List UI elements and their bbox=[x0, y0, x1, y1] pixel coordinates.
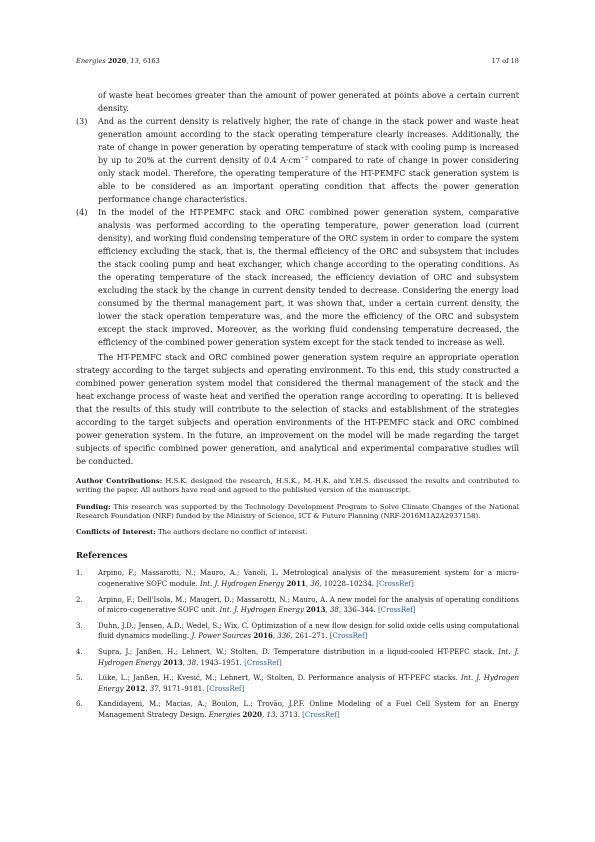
reference-journal: Int. J. Hydrogen Energy bbox=[199, 580, 285, 589]
reference-pages: , 9171–9181. bbox=[158, 684, 207, 693]
reference-text: Duhn, J.D.; Jensen, A.D.; Wedel, S.; Wix, C. Optimization of a new flow design for solid oxide cells using computational fluid dynamics modelling. bbox=[98, 621, 519, 641]
author-contributions: Author Contributions: H.S.K. designed the research, H.S.K., M.-H.K. and Y.H.S. discussed the results and contributed to writing the paper. All authors have read and agreed to the published version of the manuscript. bbox=[76, 477, 519, 495]
conflicts-statement: Conflicts of Interest: The authors declare no conflict of interest. bbox=[76, 528, 308, 537]
reference-text: Arpino, F.; Dell'Isola, M.; Maugeri, D.; Massarotti, N.; Mauro, A. A new model for the analysis of operating conditions of micro-cogenerative SOFC unit. bbox=[98, 595, 519, 615]
crossref-link[interactable]: [CrossRef] bbox=[378, 606, 416, 615]
journal-volume: 13 bbox=[130, 57, 139, 65]
reference-volume: 36 bbox=[310, 580, 320, 589]
journal-name: Energies bbox=[76, 57, 106, 65]
reference-number: 2. bbox=[76, 595, 83, 604]
reference-number: 4. bbox=[76, 647, 83, 656]
conclusion-paragraph: The HT-PEMFC stack and ORC combined power generation system require an appropriate operation strategy according to the target subjects and operating environment. To this end, this study constructed a combined power generation system model that considered the thermal management of the stack and the heat exchange process of waste heat and verified the operation range according to operating. It is believed that the results of this study will contribute to the selection of stacks and establishment of the strategies according to the target subjects and operation environments of the HT-PEMFC stack and ORC combined power generation system. In the future, an improvement on the model will be made regarding the target subjects of specific combined power generation, and analytical and experimental comparative studies will be conducted. bbox=[76, 353, 519, 466]
reference-number: 3. bbox=[76, 621, 83, 630]
reference-year: 2013 bbox=[163, 657, 183, 667]
reference-journal: Energies bbox=[208, 710, 241, 719]
reference-item: 3. Duhn, J.D.; Jensen, A.D.; Wedel, S.; Wix, C. Optimization of a new flow design for solid oxide cells using computational fluid dynamics modelling. J. Power Sources 2016, 336, 261–271. [CrossRef] bbox=[76, 621, 519, 641]
reference-pages: , 336–344. bbox=[338, 606, 379, 615]
reference-list bbox=[76, 568, 519, 720]
reference-year: 2011 bbox=[286, 579, 306, 589]
reference-journal: J. Power Sources bbox=[191, 632, 252, 641]
reference-journal: Int. J. Hydrogen Energy bbox=[98, 673, 520, 693]
reference-pages: , 3713. bbox=[275, 710, 303, 719]
reference-volume: 336 bbox=[277, 632, 291, 641]
list-number: (4) bbox=[76, 208, 88, 217]
list-item-4: (4) In the model of the HT-PEMFC stack and ORC combined power generation system, comparative analysis was performed according to the operating temperature, power generation load (current density), and working fluid condensing temperature of the ORC system in order to compare the system efficiency excluding the stack, that is, the thermal efficiency of the ORC and subsystem that includes the stack cooling pump and heat exchanger, which change according to the operating conditions. As the operating temperature of the stack increased, the efficiency deviation of ORC and subsystem excluding the stack by the change in current density tended to decrease. Considering the energy load consumed by the thermal management part, it was shown that, under a certain current density, the lower the stack operation temperature was, and the more the efficiency of the ORC and subsystem except the stack improved. Moreover, as the working fluid condensing temperature decreased, the efficiency of the combined power generation system except for the stack tended to increase as well. bbox=[76, 208, 519, 347]
reference-volume: 37 bbox=[149, 684, 159, 693]
reference-item: 5. Lüke, L.; Janßen, H.; Kvesić, M.; Lehnert, W.; Stolten, D. Performance analysis of HT-PEFC stacks. Int. J. Hydrogen Energy 2012, 37, 9171–9181. [CrossRef] bbox=[76, 673, 520, 693]
page-number: 17 of 18 bbox=[491, 57, 519, 65]
reference-pages: , 1943–1951. bbox=[196, 658, 245, 667]
reference-journal: Int. J. Hydrogen Energy bbox=[98, 647, 519, 667]
article-number: 6163 bbox=[143, 57, 160, 65]
reference-number: 6. bbox=[76, 699, 83, 708]
journal-citation: Energies 2020, 13, 6163 bbox=[76, 57, 160, 65]
reference-item: 4. Supra, J.; Janßen, H.; Lehnert, W.; Stolten, D. Temperature distribution in a liquid-cooled HT-PEFC stack. Int. J. Hydrogen Energy 2013, 38, 1943–1951. [CrossRef] bbox=[76, 647, 519, 667]
reference-text: Supra, J.; Janßen, H.; Lehnert, W.; Stolten, D. Temperature distribution in a liquid-cooled HT-PEFC stack. bbox=[98, 647, 499, 656]
conclusions-body bbox=[76, 89, 519, 468]
list-item-3: (3) And as the current density is relatively higher, the rate of change in the stack power and waste heat generation amount according to the stack operating temperature clearly increases. Additionally, the rate of change in power generation by operating temperature of stack with cooling pump is increased by up to 20% at the current density of 0.4 $A\cdot cm^{-2}$ compared to rate of change in power considering only stack model. Therefore, the operating temperature of the HT-PEMFC stack generation system is able to be considered as an important operating condition that affects the power generation performance change characteristics. bbox=[76, 117, 519, 204]
reference-volume: 13 bbox=[266, 710, 276, 719]
reference-item: 6. Kandidayeni, M.; Macias, A.; Boulon, L.; Trovão, J.P.F. Online Modeling of a Fuel Cell System for an Energy Management Strategy Design. Energies 2020, 13, 3713. [CrossRef] bbox=[76, 699, 519, 719]
crossref-link[interactable]: [CrossRef] bbox=[329, 632, 368, 641]
reference-journal: Int. J. Hydrogen Energy bbox=[219, 606, 304, 615]
reference-item: 1. Arpino, F.; Massarotti, N.; Mauro, A.; Vanoli, L. Metrological analysis of the measurement system for a micro-cogenerative SOFC module. Int. J. Hydrogen Energy 2011, 36, 10228–10234. [CrossRef] bbox=[76, 569, 519, 589]
reference-volume: 38 bbox=[187, 658, 197, 667]
reference-year: 2013 bbox=[306, 605, 326, 615]
reference-pages: , 261–271. bbox=[290, 632, 330, 641]
continued-list-item: of waste heat becomes greater than the amount of power generated at points above a certain current density. bbox=[98, 91, 519, 113]
list-number: (3) bbox=[76, 117, 88, 126]
running-header bbox=[76, 57, 519, 65]
page-content bbox=[76, 89, 519, 725]
reference-number: 5. bbox=[76, 673, 83, 682]
references-heading: References bbox=[76, 550, 128, 561]
journal-year: 2020 bbox=[107, 57, 127, 65]
crossref-link[interactable]: [CrossRef] bbox=[206, 684, 245, 693]
crossref-link[interactable]: [CrossRef] bbox=[244, 658, 282, 667]
reference-item: 2. Arpino, F.; Dell'Isola, M.; Maugeri, D.; Massarotti, N.; Mauro, A. A new model for the analysis of operating conditions of micro-cogenerative SOFC unit. Int. J. Hydrogen Energy 2013, 38, 336–344. [CrossRef] bbox=[76, 595, 519, 615]
reference-year: 2012 bbox=[125, 683, 146, 693]
reference-pages: , 10228–10234. bbox=[319, 580, 377, 589]
reference-year: 2020 bbox=[242, 709, 263, 719]
crossref-link[interactable]: [CrossRef] bbox=[302, 710, 340, 719]
reference-year: 2016 bbox=[253, 631, 273, 641]
reference-text: Arpino, F.; Massarotti, N.; Mauro, A.; Vanoli, L. Metrological analysis of the measurement system for a micro-cogenerative SOFC module. bbox=[98, 569, 519, 589]
reference-text: Kandidayeni, M.; Macias, A.; Boulon, L.; Trovão, J.P.F. Online Modeling of a Fuel Cell System for an Energy Management Strategy Design. bbox=[98, 699, 519, 719]
reference-number: 1. bbox=[76, 569, 83, 578]
funding-statement: Funding: This research was supported by the Technology Development Program to Solve Climate Changes of the National Research Foundation (NRF) funded by the Ministry of Science, ICT & Future Planning (NRF-2016M1A2A2937158). bbox=[76, 502, 519, 520]
reference-text: Lüke, L.; Janßen, H.; Kvesić, M.; Lehnert, W.; Stolten, D. Performance analysis of HT-PEFC stacks. bbox=[98, 673, 461, 682]
reference-volume: 38 bbox=[329, 606, 339, 615]
crossref-link[interactable]: [CrossRef] bbox=[376, 580, 414, 589]
